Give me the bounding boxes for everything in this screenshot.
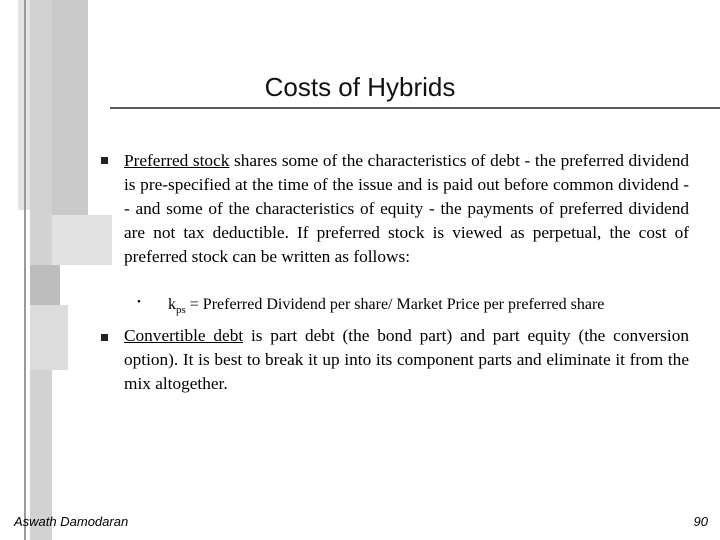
square-bullet-icon bbox=[101, 334, 108, 341]
square-bullet-icon bbox=[101, 157, 108, 164]
bullet-text: shares some of the characteristics of debt - the preferred dividend is pre-specified at the time of the issue and is paid out before common dividend -- and some of the characteristics of equity - the payments of preferred dividend are not tax deductible. If preferred stock is viewed as perpetual, the cost of preferred stock can be written as follows: bbox=[124, 151, 689, 266]
decorative-block bbox=[52, 215, 112, 265]
cost-formula bbox=[168, 296, 604, 316]
page-number: 90 bbox=[693, 514, 708, 529]
decorative-block bbox=[30, 265, 60, 305]
decorative-line bbox=[24, 0, 26, 540]
bullet-convertible-debt bbox=[124, 324, 689, 396]
formula-text: = Preferred Dividend per share/ Market Price per preferred share bbox=[185, 296, 605, 313]
title-divider bbox=[110, 107, 720, 109]
slide-title: Costs of Hybrids bbox=[264, 72, 456, 102]
footer-author: Aswath Damodaran bbox=[14, 514, 129, 529]
term-preferred-stock: Preferred stock bbox=[124, 151, 230, 170]
formula-k: k bbox=[168, 296, 176, 313]
formula-subscript: ps bbox=[176, 304, 186, 317]
sub-bullet-icon: • bbox=[137, 296, 141, 308]
bullet-text: is part debt (the bond part) and part equity (the conversion option). It is best to break it up into its component parts and eliminate it from the mix altogether. bbox=[124, 326, 689, 393]
decorative-block bbox=[30, 305, 68, 370]
bullet-preferred-stock bbox=[124, 149, 689, 269]
term-convertible-debt: Convertible debt bbox=[124, 326, 244, 345]
